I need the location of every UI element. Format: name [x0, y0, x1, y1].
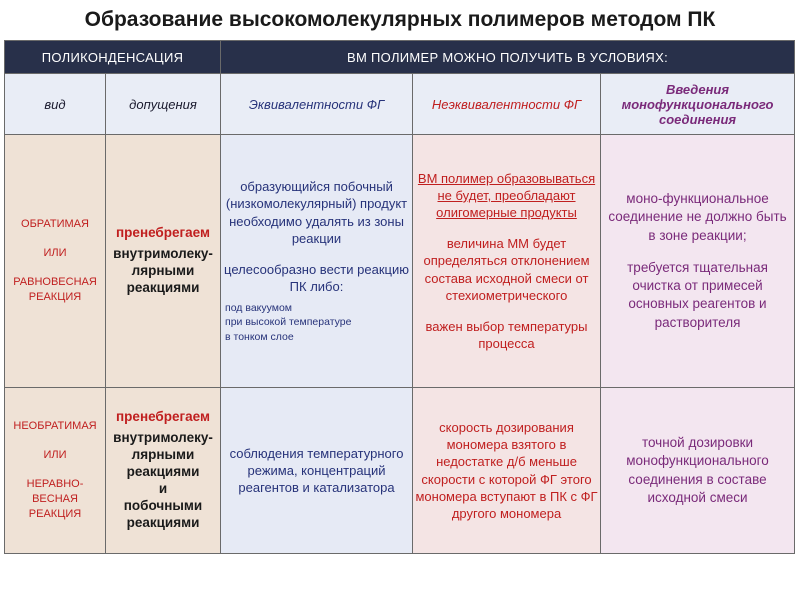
- non-equivalence-second-text: величина ММ будет определяться отклонением состава исходной смеси от стехиометрического: [423, 236, 590, 303]
- monofunctional-cell-reversible: [601, 135, 795, 388]
- monofunctional-cell-irreversible: [601, 388, 795, 554]
- header-vid: вид: [5, 74, 106, 135]
- monofunctional-text: точной дозировки монофункционального соединения в составе исходной смеси: [626, 435, 769, 505]
- assumption-text: побочными реакциями: [123, 497, 203, 530]
- conditions-list: [223, 301, 410, 344]
- type-line: НЕОБРАТИМАЯ: [13, 420, 97, 433]
- monofunctional-first-text: моно-функциональное соединение не должно быть в зоне реакции;: [608, 191, 787, 243]
- assumption-text: и: [158, 480, 168, 496]
- assumption-text: внутримолеку-лярными реакциями: [113, 246, 213, 295]
- header-conditions: ВМ ПОЛИМЕР МОЖНО ПОЛУЧИТЬ В УСЛОВИЯХ:: [221, 41, 795, 74]
- condition-item: в тонком слое: [225, 330, 294, 343]
- table-row-irreversible: [5, 388, 795, 554]
- polycondensation-table: [4, 40, 795, 554]
- non-equivalence-first-text: ВМ полимер образовываться не будет, преобладают олигомерные продукты: [417, 170, 596, 221]
- assumption-reversible: [106, 135, 221, 388]
- equivalence-main-text: образующийся побочный (низкомолекулярный) продукт необходимо удалять из зоны реакции: [225, 179, 408, 246]
- header-non-equivalence: Неэквивалентности ФГ: [413, 74, 601, 135]
- neglect-label: пренебрегаем: [116, 409, 210, 425]
- equivalence-cell-reversible: [221, 135, 413, 388]
- monofunctional-second-text: требуется тщательная очистка от примесей основных реагентов и растворителя: [627, 259, 768, 330]
- equivalence-text: соблюдения температурного режима, концентраций реагентов и катализатора: [229, 445, 404, 496]
- condition-item: под вакуумом: [225, 302, 293, 315]
- condition-item: при высокой температуре: [225, 316, 352, 329]
- table-row-reversible: [5, 135, 795, 388]
- equivalence-second-text: целесообразно вести реакцию ПК либо:: [224, 261, 409, 295]
- header-assumptions: допущения: [106, 74, 221, 135]
- page-title: Образование высокомолекулярных полимеров методом ПК: [84, 8, 716, 31]
- non-equivalence-third-text: важен выбор температуры процесса: [425, 318, 588, 352]
- type-line: ИЛИ: [43, 247, 67, 260]
- reaction-type-reversible: [5, 135, 106, 388]
- type-line: РАВНОВЕСНАЯ РЕАКЦИЯ: [13, 276, 97, 303]
- neglect-label: пренебрегаем: [116, 225, 210, 241]
- assumption-text: внутримолеку-лярными реакциями: [113, 430, 213, 480]
- equivalence-cell-irreversible: [221, 388, 413, 554]
- type-line: ОБРАТИМАЯ: [21, 218, 89, 231]
- reaction-type-irreversible: [5, 388, 106, 554]
- header-monofunctional: Введения монофункционального соединения: [601, 74, 795, 135]
- header-row-sub: [5, 74, 795, 135]
- header-row-main: [5, 41, 795, 74]
- header-equivalence: Эквивалентности ФГ: [221, 74, 413, 135]
- type-line: ИЛИ: [43, 449, 67, 462]
- non-equivalence-cell-reversible: [413, 135, 601, 388]
- assumption-irreversible: [106, 388, 221, 554]
- header-polycondensation: ПОЛИКОНДЕНСАЦИЯ: [5, 41, 221, 74]
- non-equivalence-cell-irreversible: [413, 388, 601, 554]
- type-line: НЕРАВНО-ВЕСНАЯ РЕАКЦИЯ: [26, 478, 84, 520]
- non-equivalence-text: скорость дозирования мономера взятого в недостатке д/б меньше скорости с которой ФГ этого мономера вступают в ПК с ФГ другого мономера: [415, 420, 598, 521]
